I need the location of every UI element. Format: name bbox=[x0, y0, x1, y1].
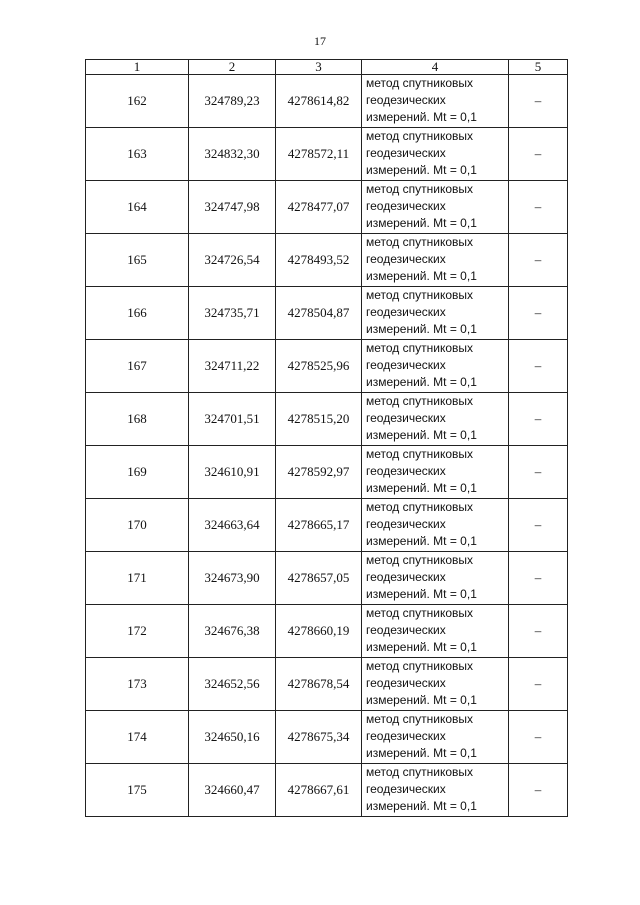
column-header-5: 5 bbox=[509, 60, 568, 75]
point-number-cell: 162 bbox=[86, 75, 189, 128]
x-coordinate-cell: 324789,23 bbox=[189, 75, 276, 128]
column-header-4: 4 bbox=[362, 60, 509, 75]
table-row bbox=[86, 658, 568, 711]
x-coordinate-cell: 324652,56 bbox=[189, 658, 276, 711]
method-cell bbox=[362, 446, 509, 499]
method-cell bbox=[362, 181, 509, 234]
method-cell bbox=[362, 287, 509, 340]
table-row bbox=[86, 128, 568, 181]
note-cell: – bbox=[509, 393, 568, 446]
x-coordinate-cell: 324747,98 bbox=[189, 181, 276, 234]
x-coordinate-cell: 324610,91 bbox=[189, 446, 276, 499]
method-cell bbox=[362, 605, 509, 658]
x-coordinate-cell: 324832,30 bbox=[189, 128, 276, 181]
x-coordinate-cell: 324660,47 bbox=[189, 764, 276, 817]
method-text: метод спутниковых геодезических измерений. Mt = 0,1 bbox=[366, 606, 477, 654]
point-number-cell: 169 bbox=[86, 446, 189, 499]
note-cell: – bbox=[509, 499, 568, 552]
note-cell: – bbox=[509, 287, 568, 340]
table-row bbox=[86, 605, 568, 658]
x-coordinate-cell: 324701,51 bbox=[189, 393, 276, 446]
table-row bbox=[86, 181, 568, 234]
note-cell: – bbox=[509, 446, 568, 499]
y-coordinate-cell: 4278665,17 bbox=[276, 499, 362, 552]
method-cell bbox=[362, 128, 509, 181]
method-text: метод спутниковых геодезических измерений. Mt = 0,1 bbox=[366, 447, 477, 495]
method-cell bbox=[362, 234, 509, 287]
method-text: метод спутниковых геодезических измерений. Mt = 0,1 bbox=[366, 500, 477, 548]
table-row bbox=[86, 393, 568, 446]
point-number-cell: 165 bbox=[86, 234, 189, 287]
table-header bbox=[86, 60, 568, 75]
note-cell: – bbox=[509, 75, 568, 128]
table-row bbox=[86, 711, 568, 764]
method-text: метод спутниковых геодезических измерений. Mt = 0,1 bbox=[366, 659, 477, 707]
table-row bbox=[86, 234, 568, 287]
method-text: метод спутниковых геодезических измерений. Mt = 0,1 bbox=[366, 235, 477, 283]
header-row bbox=[86, 60, 568, 75]
method-text: метод спутниковых геодезических измерений. Mt = 0,1 bbox=[366, 76, 477, 124]
note-cell: – bbox=[509, 234, 568, 287]
method-text: метод спутниковых геодезических измерений. Mt = 0,1 bbox=[366, 712, 477, 760]
point-number-cell: 164 bbox=[86, 181, 189, 234]
y-coordinate-cell: 4278657,05 bbox=[276, 552, 362, 605]
x-coordinate-cell: 324663,64 bbox=[189, 499, 276, 552]
method-text: метод спутниковых геодезических измерений. Mt = 0,1 bbox=[366, 341, 477, 389]
method-text: метод спутниковых геодезических измерений. Mt = 0,1 bbox=[366, 129, 477, 177]
y-coordinate-cell: 4278592,97 bbox=[276, 446, 362, 499]
table-row bbox=[86, 552, 568, 605]
point-number-cell: 166 bbox=[86, 287, 189, 340]
y-coordinate-cell: 4278515,20 bbox=[276, 393, 362, 446]
table-row bbox=[86, 499, 568, 552]
y-coordinate-cell: 4278614,82 bbox=[276, 75, 362, 128]
point-number-cell: 174 bbox=[86, 711, 189, 764]
method-text: метод спутниковых геодезических измерений. Mt = 0,1 bbox=[366, 288, 477, 336]
method-text: метод спутниковых геодезических измерений. Mt = 0,1 bbox=[366, 553, 477, 601]
note-cell: – bbox=[509, 711, 568, 764]
point-number-cell: 175 bbox=[86, 764, 189, 817]
point-number-cell: 172 bbox=[86, 605, 189, 658]
y-coordinate-cell: 4278660,19 bbox=[276, 605, 362, 658]
x-coordinate-cell: 324726,54 bbox=[189, 234, 276, 287]
y-coordinate-cell: 4278678,54 bbox=[276, 658, 362, 711]
y-coordinate-cell: 4278675,34 bbox=[276, 711, 362, 764]
note-cell: – bbox=[509, 605, 568, 658]
method-cell bbox=[362, 711, 509, 764]
table-row bbox=[86, 446, 568, 499]
point-number-cell: 171 bbox=[86, 552, 189, 605]
note-cell: – bbox=[509, 340, 568, 393]
x-coordinate-cell: 324676,38 bbox=[189, 605, 276, 658]
method-text: метод спутниковых геодезических измерений. Mt = 0,1 bbox=[366, 394, 477, 442]
note-cell: – bbox=[509, 658, 568, 711]
point-number-cell: 168 bbox=[86, 393, 189, 446]
method-cell bbox=[362, 75, 509, 128]
y-coordinate-cell: 4278504,87 bbox=[276, 287, 362, 340]
x-coordinate-cell: 324711,22 bbox=[189, 340, 276, 393]
method-cell bbox=[362, 340, 509, 393]
method-cell bbox=[362, 658, 509, 711]
note-cell: – bbox=[509, 764, 568, 817]
point-number-cell: 170 bbox=[86, 499, 189, 552]
y-coordinate-cell: 4278493,52 bbox=[276, 234, 362, 287]
method-cell bbox=[362, 499, 509, 552]
x-coordinate-cell: 324735,71 bbox=[189, 287, 276, 340]
table-body bbox=[86, 75, 568, 817]
point-number-cell: 167 bbox=[86, 340, 189, 393]
point-number-cell: 163 bbox=[86, 128, 189, 181]
method-text: метод спутниковых геодезических измерений. Mt = 0,1 bbox=[366, 182, 477, 230]
coordinates-table bbox=[85, 59, 568, 817]
method-cell bbox=[362, 764, 509, 817]
page-number: 17 bbox=[314, 34, 326, 48]
y-coordinate-cell: 4278667,61 bbox=[276, 764, 362, 817]
note-cell: – bbox=[509, 128, 568, 181]
x-coordinate-cell: 324673,90 bbox=[189, 552, 276, 605]
table-row bbox=[86, 764, 568, 817]
x-coordinate-cell: 324650,16 bbox=[189, 711, 276, 764]
point-number-cell: 173 bbox=[86, 658, 189, 711]
table-row bbox=[86, 75, 568, 128]
column-header-1: 1 bbox=[86, 60, 189, 75]
table-row bbox=[86, 287, 568, 340]
y-coordinate-cell: 4278477,07 bbox=[276, 181, 362, 234]
method-text: метод спутниковых геодезических измерений. Mt = 0,1 bbox=[366, 765, 477, 813]
column-header-2: 2 bbox=[189, 60, 276, 75]
y-coordinate-cell: 4278525,96 bbox=[276, 340, 362, 393]
method-cell bbox=[362, 552, 509, 605]
table-row bbox=[86, 340, 568, 393]
column-header-3: 3 bbox=[276, 60, 362, 75]
method-cell bbox=[362, 393, 509, 446]
note-cell: – bbox=[509, 181, 568, 234]
note-cell: – bbox=[509, 552, 568, 605]
y-coordinate-cell: 4278572,11 bbox=[276, 128, 362, 181]
